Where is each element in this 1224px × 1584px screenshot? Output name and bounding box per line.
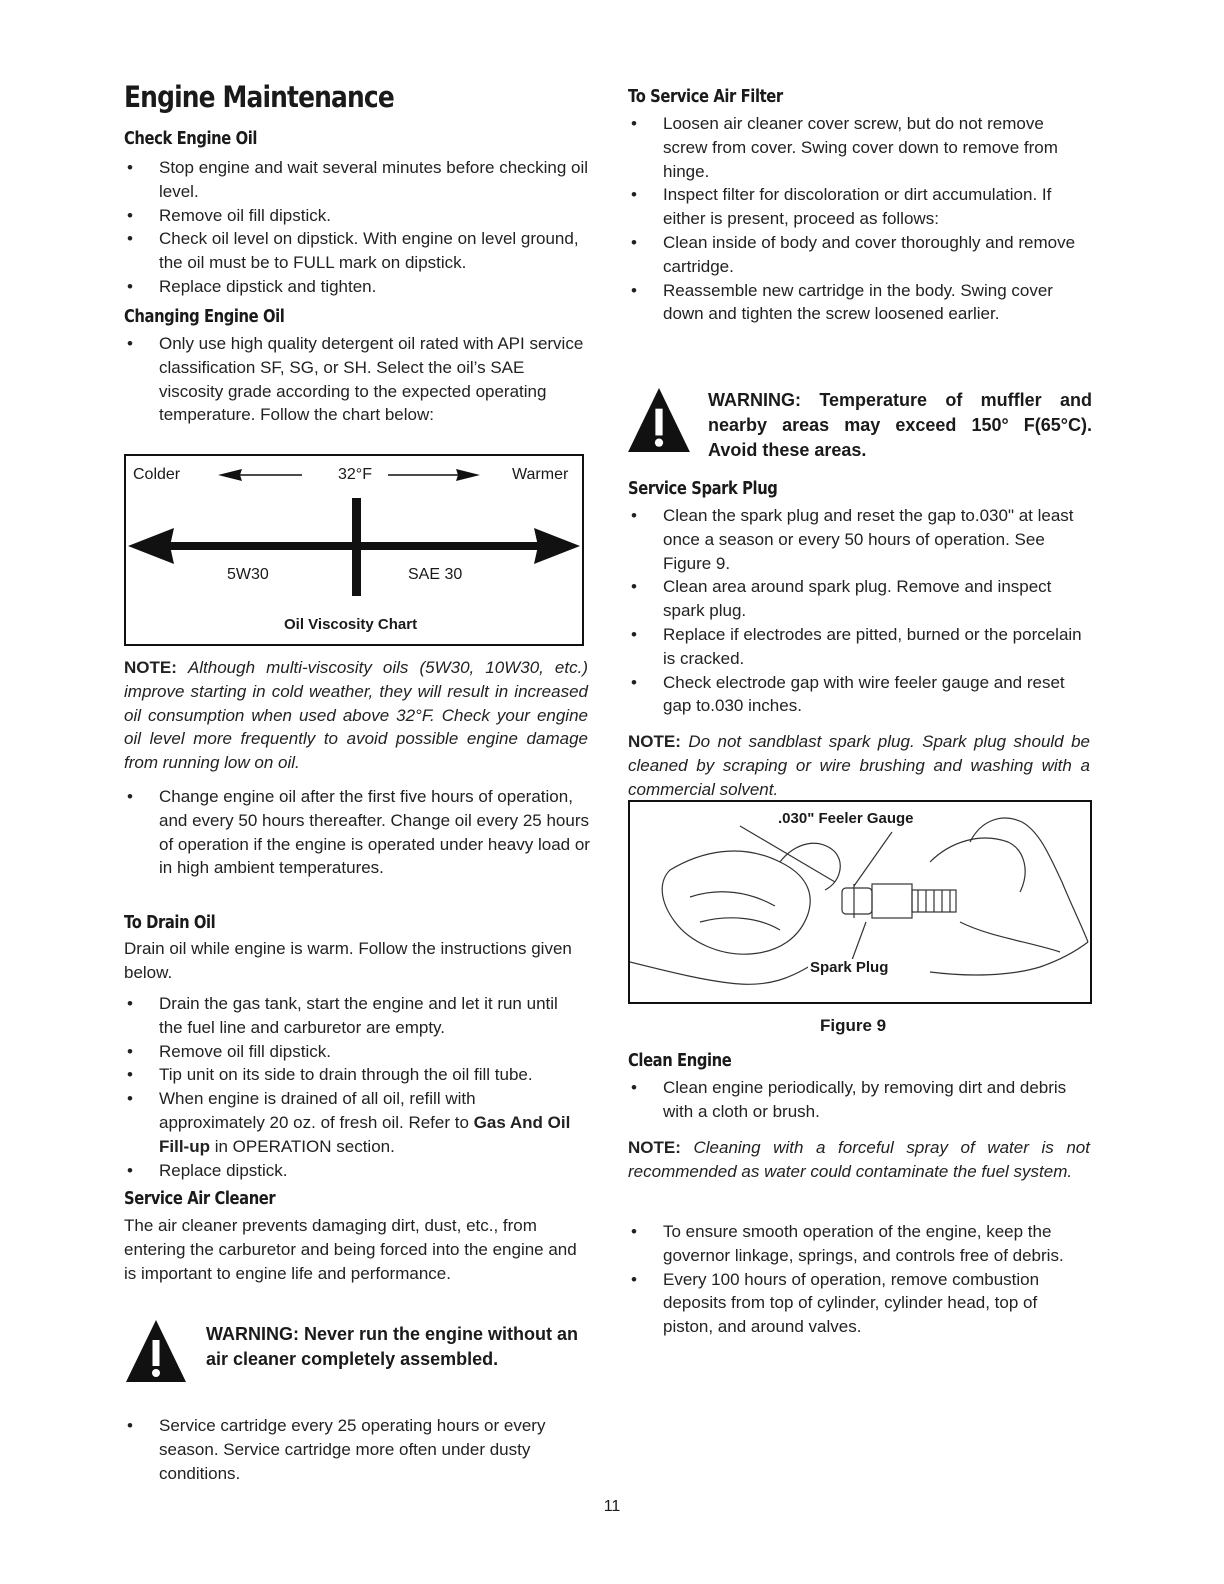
grade-5w30-label: 5W30 bbox=[227, 566, 269, 583]
air-cleaner-intro: The air cleaner prevents damaging dirt, dust, etc., from entering the carburetor and being forced into the engine and is important to engine life and performance. bbox=[124, 1216, 577, 1283]
list-item: • To ensure smooth operation of the engine, keep the governor linkage, springs, and controls free of debris. bbox=[628, 1220, 1090, 1268]
spark-plug-label: Spark Plug bbox=[810, 959, 889, 976]
service-air-filter-heading: To Service Air Filter bbox=[628, 86, 783, 107]
changing-engine-oil-heading: Changing Engine Oil bbox=[124, 306, 285, 327]
warning-icon bbox=[626, 386, 692, 454]
list-item bbox=[124, 1087, 586, 1158]
warning-text: WARNING: Never run the engine without an air cleaner completely assembled. bbox=[206, 1324, 579, 1369]
refill-text: When engine is drained of all oil, refill with approximately 20 oz. of fresh oil. Refer to bbox=[159, 1089, 476, 1132]
list-item: • Clean area around spark plug. Remove and inspect spark plug. bbox=[628, 575, 1090, 623]
note-label: NOTE: bbox=[628, 1138, 681, 1157]
service-air-cleaner-heading: Service Air Cleaner bbox=[124, 1188, 276, 1209]
list-item: • Service cartridge every 25 operating hours or every season. Service cartridge more often under dusty conditions. bbox=[124, 1414, 586, 1485]
list-item: • Check electrode gap with wire feeler gauge and reset gap to.030 inches. bbox=[628, 671, 1090, 719]
spark-plug-note bbox=[628, 730, 1090, 801]
list-item: • Inspect filter for discoloration or dirt accumulation. If either is present, proceed as follows: bbox=[628, 183, 1090, 231]
list-item: • Clean inside of body and cover thoroughly and remove cartridge. bbox=[628, 231, 1090, 279]
muffler-warning bbox=[626, 386, 1092, 462]
temperature-label: 32°F bbox=[338, 466, 372, 483]
list-item: • Check oil level on dipstick. With engine on level ground, the oil must be to FULL mark on dipstick. bbox=[124, 227, 594, 275]
list-item: • Loosen air cleaner cover screw, but do not remove screw from cover. Swing cover down to remove from hinge. bbox=[628, 112, 1090, 183]
drain-oil-heading: To Drain Oil bbox=[124, 912, 216, 933]
viscosity-note bbox=[124, 656, 588, 775]
chart-caption: Oil Viscosity Chart bbox=[284, 616, 418, 633]
list-item: • Clean the spark plug and reset the gap to.030" at least once a season or every 50 hours of operation. See Figure 9. bbox=[628, 504, 1090, 575]
warning-icon bbox=[124, 1318, 188, 1384]
list-item: • Drain the gas tank, start the engine and let it run until the fuel line and carburetor are empty. bbox=[124, 992, 586, 1040]
list-item: • Remove oil fill dipstick. bbox=[124, 1040, 586, 1064]
note-text: Do not sandblast spark plug. Spark plug should be cleaned by scraping or wire brushing and washing with a commercial solvent. bbox=[628, 732, 1090, 799]
oil-viscosity-chart bbox=[124, 454, 584, 646]
spark-plug-list bbox=[628, 504, 1090, 718]
clean-engine-list bbox=[628, 1076, 1090, 1124]
list-item: • Reassemble new cartridge in the body. Swing cover down and tighten the screw loosened earlier. bbox=[628, 279, 1090, 327]
clean-engine-heading: Clean Engine bbox=[628, 1050, 732, 1071]
check-oil-list bbox=[124, 156, 594, 299]
list-item: • Stop engine and wait several minutes before checking oil level. bbox=[124, 156, 594, 204]
gas-oil-fillup-ref: Gas And Oil Fill-up bbox=[159, 1112, 571, 1156]
service-spark-plug-heading: Service Spark Plug bbox=[628, 478, 778, 499]
figure-caption: Figure 9 bbox=[820, 1016, 887, 1035]
list-item: • Tip unit on its side to drain through the oil fill tube. bbox=[124, 1063, 586, 1087]
colder-label: Colder bbox=[133, 466, 181, 483]
list-item: • Replace dipstick. bbox=[124, 1159, 586, 1183]
list-item: • Replace if electrodes are pitted, burned or the porcelain is cracked. bbox=[628, 623, 1090, 671]
drain-oil-list bbox=[124, 992, 586, 1182]
list-item: • Change engine oil after the first five hours of operation, and every 50 hours thereafter. Change oil every 25 hours of operation if the engine is operated under heavy load or in high ambient temperatures. bbox=[124, 785, 590, 880]
figure-9 bbox=[628, 800, 1092, 1004]
drain-oil-intro: Drain oil while engine is warm. Follow the instructions given below. bbox=[124, 939, 572, 982]
list-item: • Only use high quality detergent oil rated with API service classification SF, SG, or SH. Select the oil’s SAE viscosity grade according to the expected operating temperature. Follow the chart below: bbox=[124, 332, 586, 427]
list-item: • Clean engine periodically, by removing dirt and debris with a cloth or brush. bbox=[628, 1076, 1090, 1124]
list-item: • Every 100 hours of operation, remove combustion deposits from top of cylinder, cylinder head, top of piston, and around valves. bbox=[628, 1268, 1090, 1339]
changing-oil-list bbox=[124, 332, 586, 427]
note-label: NOTE: bbox=[124, 658, 177, 677]
refill-text-end: in OPERATION section. bbox=[209, 1136, 395, 1156]
air-cleaner-warning bbox=[124, 1318, 590, 1390]
warmer-label: Warmer bbox=[512, 466, 569, 483]
feeler-gauge-label: .030" Feeler Gauge bbox=[778, 810, 914, 827]
clean-engine-note bbox=[628, 1136, 1090, 1184]
warning-text: WARNING: Temperature of muffler and nearby areas may exceed 150° F(65°C). Avoid these areas. bbox=[708, 390, 1092, 460]
page-title: Engine Maintenance bbox=[124, 80, 394, 114]
note-text: Cleaning with a forceful spray of water is not recommended as water could contaminate the fuel system. bbox=[628, 1138, 1090, 1181]
list-item: • Remove oil fill dipstick. bbox=[124, 204, 594, 228]
list-item: • Replace dipstick and tighten. bbox=[124, 275, 594, 299]
note-label: NOTE: bbox=[628, 732, 681, 751]
service-cartridge-list bbox=[124, 1414, 586, 1485]
check-engine-oil-heading: Check Engine Oil bbox=[124, 128, 258, 149]
air-filter-list bbox=[628, 112, 1090, 326]
grade-sae30-label: SAE 30 bbox=[408, 566, 463, 583]
note-text: Although multi-viscosity oils (5W30, 10W30, etc.) improve starting in cold weather, they will result in increased oil consumption when used above 32°F. Check your engine oil level more frequently to avoid possible engine damage from running low on oil. bbox=[124, 658, 588, 773]
page-number: 11 bbox=[603, 1498, 621, 1515]
change-oil-list bbox=[124, 785, 590, 880]
engine-care-list bbox=[628, 1220, 1090, 1339]
